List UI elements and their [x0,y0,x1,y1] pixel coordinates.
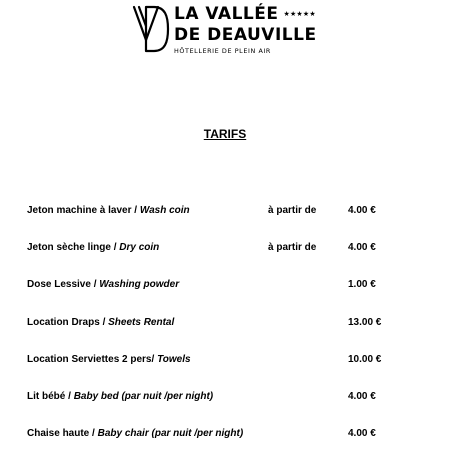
item-from-note: à partir de [268,242,317,254]
item-price: 4.00 € [348,242,376,254]
item-label [27,277,179,293]
item-label-fr: Jeton machine à laver / [27,205,138,216]
price-row [0,352,450,368]
brand-text [174,4,334,56]
item-label-en: Wash coin [139,205,190,216]
item-label-fr: Location Draps / [27,316,106,328]
price-row [0,315,450,331]
item-label-fr: Jeton sèche linge / [27,242,117,254]
item-label-fr: Location Serviettes 2 pers/ [27,353,155,365]
price-row [0,240,450,256]
item-price: 4.00 € [348,391,376,402]
price-row [0,277,450,293]
item-price: 13.00 € [348,316,382,328]
brand-name-de-deauville: DE DEAUVILLE [174,25,317,45]
item-price: 4.00 € [348,205,376,216]
item-label-en: Sheets Rental [108,316,175,328]
item-price: 10.00 € [348,353,382,365]
item-from-note: à partir de [268,205,317,216]
item-label-fr: Chaise haute / [27,428,95,440]
price-row [0,203,450,219]
price-row [0,389,450,405]
item-label-fr: Dose Lessive / [27,279,97,291]
item-label-fr: Lit bébé / [27,391,71,402]
item-label [27,389,213,405]
item-label [27,203,190,219]
item-label [27,315,174,331]
item-label-en: Dry coin [119,242,160,254]
rating-stars: ★★★★★ [283,10,316,18]
item-label-en: Washing powder [99,279,180,291]
item-price: 4.00 € [348,428,376,440]
brand-tagline: HÔTELLERIE DE PLEIN AIR [174,47,271,55]
brand-header [132,4,332,56]
brand-line-1 [174,4,334,25]
vd-monogram-icon [132,4,170,54]
item-label-en: Towels [157,353,191,365]
item-label [27,352,191,368]
price-row [0,426,450,442]
item-label-en: Baby bed (par nuit /per night) [73,391,214,402]
item-label [27,240,159,256]
item-label [27,426,243,442]
page-title: TARIFS [203,127,247,141]
item-label-en: Baby chair (par nuit /per night) [97,428,244,440]
brand-name-la-vallee: LA VALLÉE [174,4,279,24]
item-price: 1.00 € [348,279,376,291]
